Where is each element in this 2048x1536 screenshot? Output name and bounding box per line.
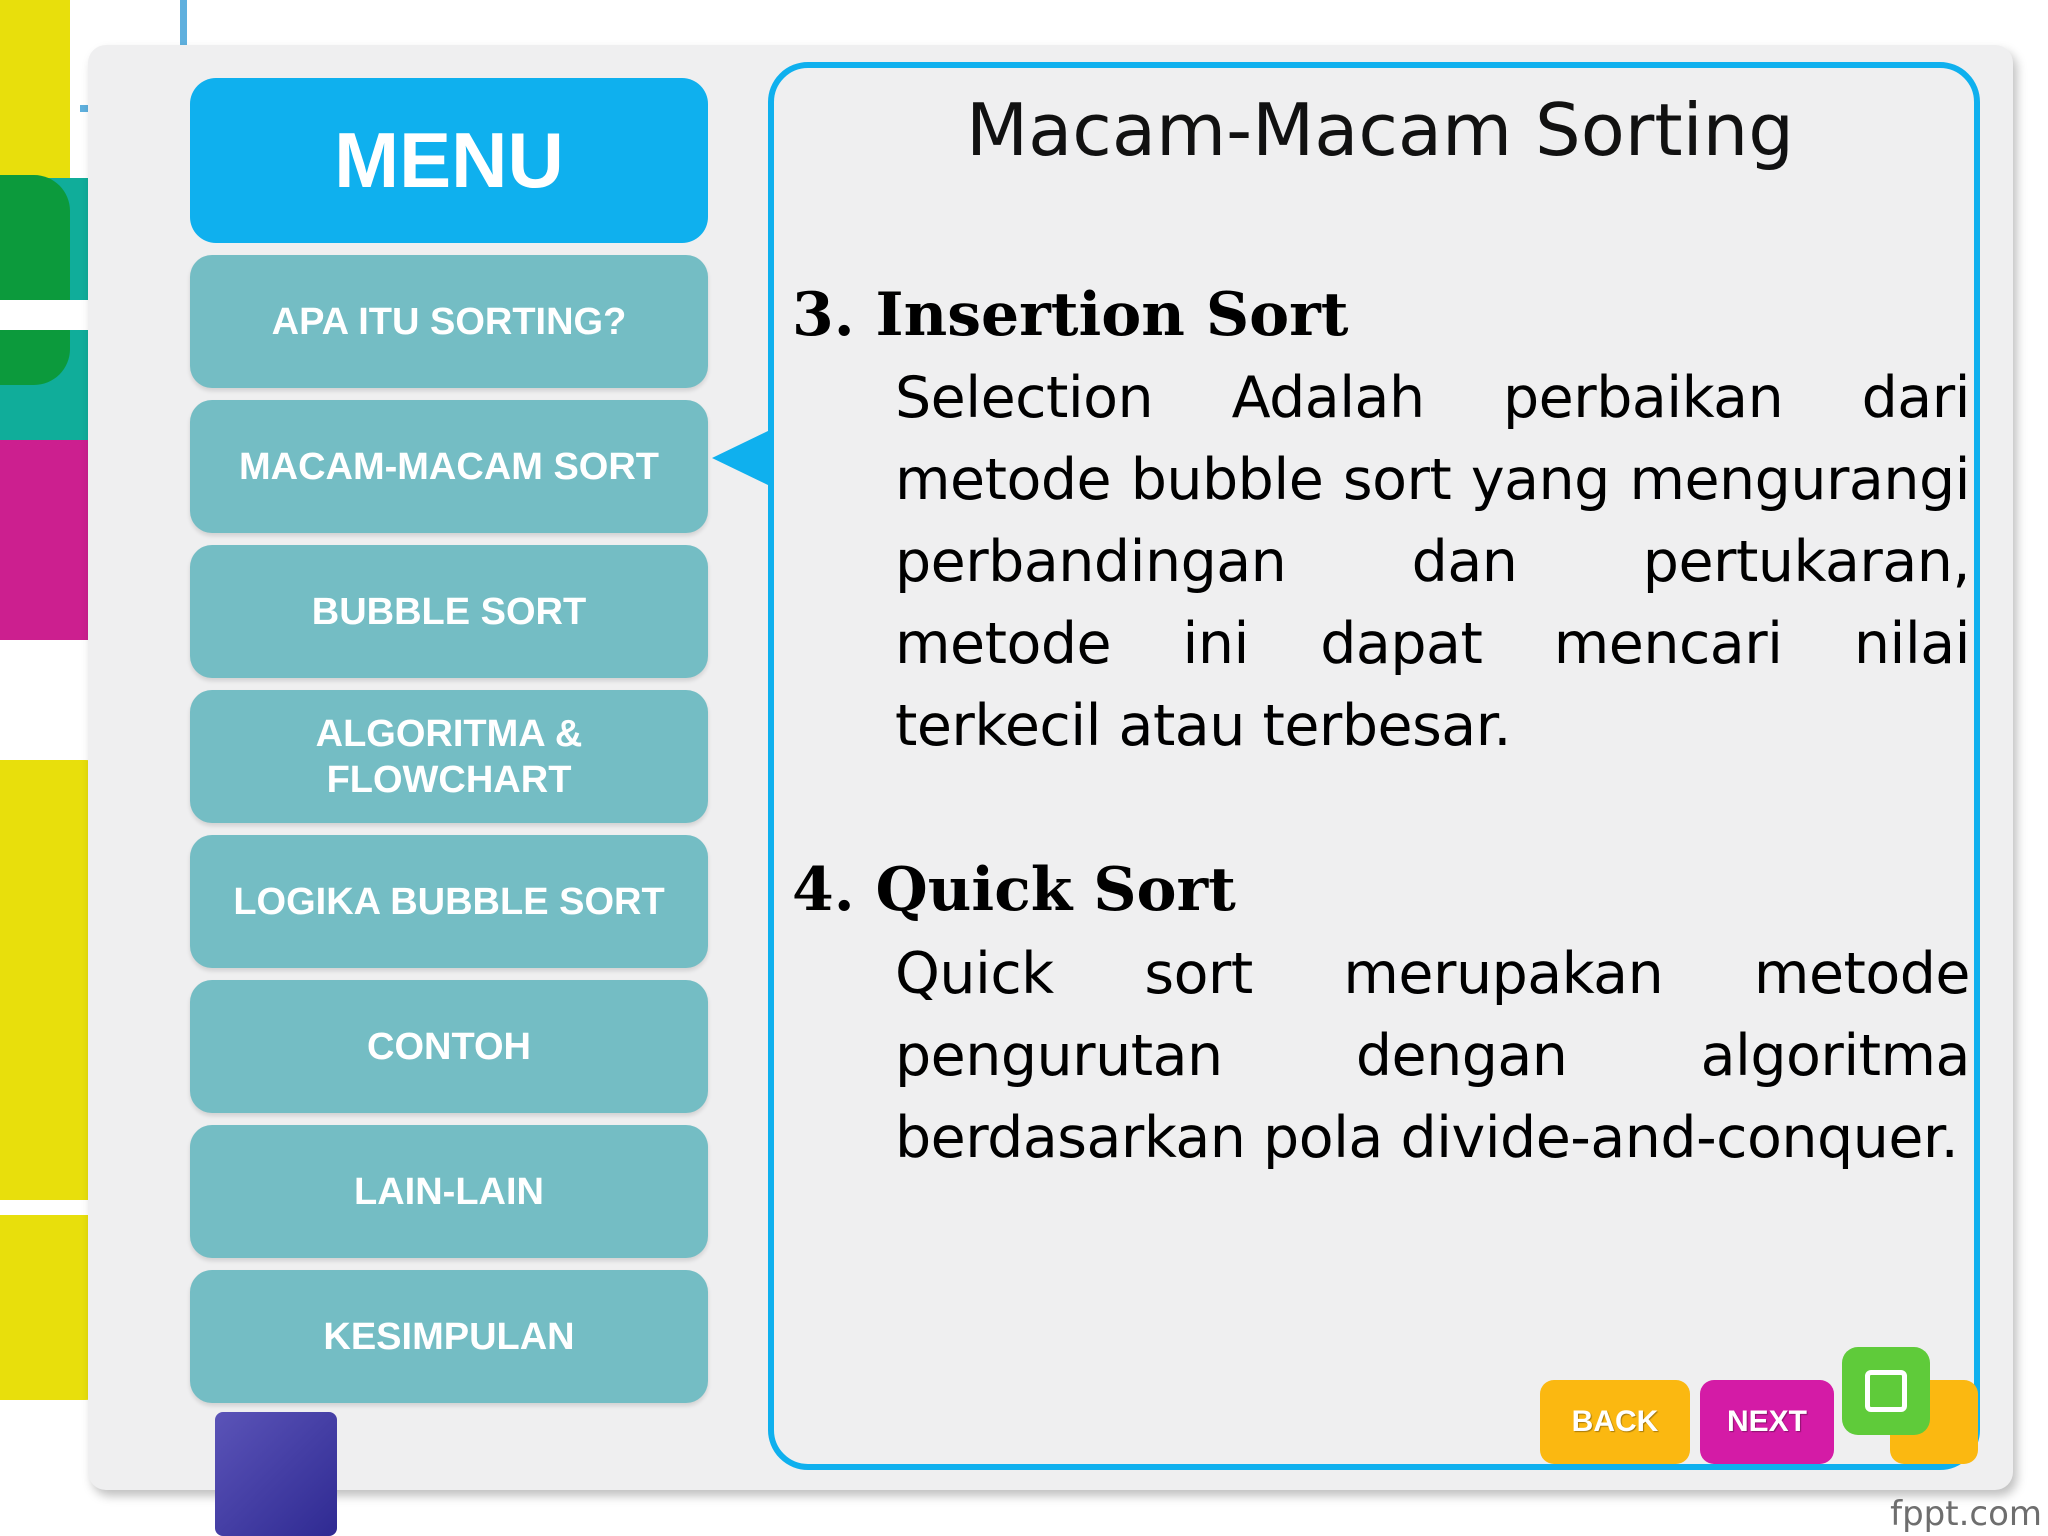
menu-item-label: KESIMPULAN	[323, 1315, 575, 1358]
menu-item-lain-lain[interactable]	[190, 1125, 708, 1258]
menu-item-algoritma-flowchart[interactable]	[190, 690, 708, 823]
menu-title: MENU	[190, 78, 708, 243]
menu-item-label: MACAM-MACAM SORT	[238, 445, 660, 488]
watermark: fppt.com	[1890, 1494, 2042, 1534]
page-title: Macam-Macam Sorting	[966, 88, 1794, 172]
menu-item-contoh[interactable]	[190, 980, 708, 1113]
menu-item-label: LAIN-LAIN	[354, 1170, 544, 1213]
menu-item-label: LOGIKA BUBBLE SORT	[233, 880, 665, 923]
menu-item-label: ALGORITMA & FLOWCHART	[315, 712, 583, 801]
back-button[interactable]: BACK	[1540, 1380, 1690, 1464]
menu-item-bubble-sort[interactable]	[190, 545, 708, 678]
menu-item-logika-bubble-sort[interactable]	[190, 835, 708, 968]
section-body-quick-sort: Quick sort merupakan metode pengurutan dengan algoritma berdasarkan pola divide-and-conquer.	[895, 941, 1970, 1171]
menu-item-label: BUBBLE SORT	[311, 590, 587, 633]
stop-button[interactable]	[1842, 1347, 1930, 1435]
section-heading-insertion-sort: 3. Insertion Sort	[792, 280, 1349, 350]
decor-green-block	[0, 175, 70, 385]
menu-item-label: CONTOH	[367, 1025, 531, 1068]
pointer-arrow-icon	[712, 430, 770, 486]
section-heading-quick-sort: 4. Quick Sort	[792, 855, 1236, 925]
stop-icon	[1865, 1370, 1907, 1412]
section-body-insertion-sort: Selection Adalah perbaikan dari metode bubble sort yang mengurangi perbandingan dan pertukaran, metode ini dapat mencari nilai terkecil atau terbesar.	[895, 365, 1970, 759]
menu-item-macam-macam-sort[interactable]	[190, 400, 708, 533]
decor-purple-block	[215, 1412, 337, 1536]
menu-item-kesimpulan[interactable]	[190, 1270, 708, 1403]
menu-item-apa-itu-sorting[interactable]	[190, 255, 708, 388]
menu-item-label: APA ITU SORTING?	[271, 300, 627, 343]
next-button[interactable]: NEXT	[1700, 1380, 1834, 1464]
